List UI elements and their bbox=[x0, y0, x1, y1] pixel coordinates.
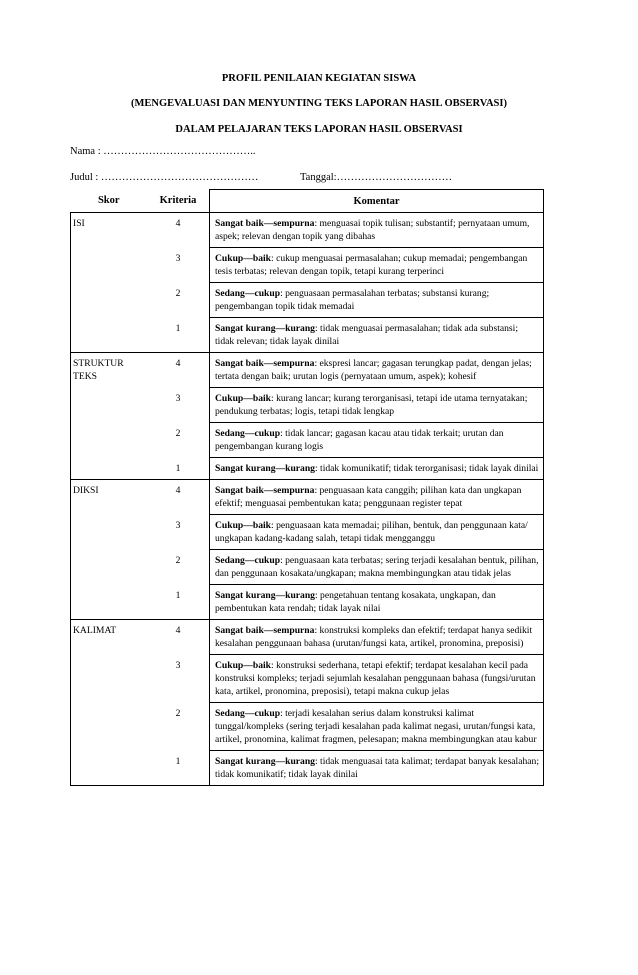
level-label: Sedang—cukup bbox=[215, 555, 281, 566]
table-row bbox=[71, 751, 544, 786]
skor-cell bbox=[71, 515, 148, 550]
skor-cell: KALIMAT bbox=[71, 620, 148, 655]
document-title: PROFIL PENILAIAN KEGIATAN SISWA bbox=[221, 73, 417, 84]
skor-cell bbox=[71, 550, 148, 585]
skor-cell: DIKSI bbox=[71, 480, 148, 515]
table-row bbox=[71, 655, 544, 703]
table-row bbox=[71, 585, 544, 620]
skor-cell bbox=[71, 655, 148, 703]
skor-cell bbox=[71, 751, 148, 786]
kriteria-cell: 1 bbox=[175, 322, 181, 334]
assessment-table bbox=[70, 189, 544, 786]
komentar-text: : ekspresi lancar; gagasan terungkap padat, dengan jelas; tertata dengan baik; urutan logis (pernyataan umum, aspek); kohesif bbox=[215, 358, 532, 382]
document-subtitle-2: DALAM PELAJARAN TEKS LAPORAN HASIL OBSERVASI bbox=[175, 124, 463, 135]
tanggal-field: Tanggal:…………………………… bbox=[300, 172, 453, 183]
table-row bbox=[71, 458, 544, 480]
table-body bbox=[71, 213, 544, 786]
header-komentar: Komentar bbox=[210, 190, 544, 213]
table-row bbox=[71, 480, 544, 515]
komentar-cell bbox=[210, 585, 544, 620]
table-row bbox=[71, 388, 544, 423]
kriteria-cell: 3 bbox=[175, 659, 181, 671]
level-label: Sedang—cukup bbox=[215, 288, 281, 299]
komentar-text: : kurang lancar; kurang terorganisasi, tetapi ide utama ternyatakan; pendukung terbatas; logis, tetapi tidak lengkap bbox=[215, 393, 528, 417]
level-label: Cukup—baik bbox=[215, 253, 271, 264]
skor-cell bbox=[71, 423, 148, 458]
level-label: Sangat baik—sempurna bbox=[215, 485, 315, 496]
komentar-cell bbox=[210, 620, 544, 655]
komentar-text: : penguasaan kata terbatas; sering terjadi kesalahan bentuk, pilihan, dan penggunaan kosakata/ungkapan; makna membingungkan atau tidak jelas bbox=[215, 555, 539, 579]
skor-cell: ISI bbox=[71, 213, 148, 248]
komentar-text: : konstruksi sederhana, tetapi efektif; terdapat kesalahan kecil pada konstruksi kompleks; terjadi sejumlah kesalahan penggunaan bahasa (fungsi/urutan kata, artikel, pronomina, preposisi), tetapi makna cukup jelas bbox=[215, 660, 536, 697]
komentar-cell bbox=[210, 318, 544, 353]
kriteria-cell: 1 bbox=[175, 462, 181, 474]
komentar-cell bbox=[210, 550, 544, 585]
komentar-cell bbox=[210, 423, 544, 458]
komentar-cell bbox=[210, 388, 544, 423]
komentar-text: : tidak menguasai tata kalimat; terdapat banyak kesalahan; tidak komunikatif; tidak layak dinilai bbox=[215, 756, 540, 780]
skor-cell bbox=[71, 248, 148, 283]
skor-cell bbox=[71, 283, 148, 318]
table-row bbox=[71, 353, 544, 388]
kriteria-cell: 4 bbox=[147, 480, 210, 515]
komentar-text: : pengetahuan tentang kosakata, ungkapan, dan pembentukan kata rendah; tidak layak nilai bbox=[215, 590, 496, 614]
header-kriteria: Kriteria bbox=[147, 190, 210, 213]
komentar-text: : tidak komunikatif; tidak terorganisasi; tidak layak dinilai bbox=[314, 463, 539, 474]
table-row bbox=[71, 283, 544, 318]
skor-cell: STRUKTUR TEKS bbox=[71, 353, 148, 388]
nama-field: Nama : …………………………………….. bbox=[70, 146, 256, 157]
komentar-text: : tidak menguasai permasalahan; tidak ada substansi; tidak relevan; tidak layak dinilai bbox=[215, 323, 518, 347]
level-label: Sangat kurang—kurang bbox=[215, 756, 315, 767]
komentar-cell bbox=[210, 751, 544, 786]
komentar-cell bbox=[210, 248, 544, 283]
table-row bbox=[71, 213, 544, 248]
level-label: Sangat baik—sempurna bbox=[215, 625, 315, 636]
table-row bbox=[71, 550, 544, 585]
judul-field: Judul : ……………………………………… bbox=[70, 172, 259, 183]
komentar-cell bbox=[210, 353, 544, 388]
komentar-cell bbox=[210, 458, 544, 480]
komentar-text: : penguasaan kata canggih; pilihan kata dan ungkapan efektif; menguasai pembentukan kata; penggunaan register tepat bbox=[215, 485, 522, 509]
kriteria-cell: 3 bbox=[175, 392, 181, 404]
komentar-text: : terjadi kesalahan serius dalam konstruksi kalimat tunggal/kompleks (sering terjadi kesalahan pada kalimat negasi, urutan/fungsi kata, artikel, pronomina, kalimat fragmen, pelesapan; makna membingungkan atau kabur bbox=[215, 708, 537, 745]
skor-cell bbox=[71, 388, 148, 423]
komentar-text: : penguasaan kata memadai; pilihan, bentuk, dan penggunaan kata/ ungkapan kadang-kadang salah, tetapi tidak mengganggu bbox=[215, 520, 528, 544]
header-skor: Skor bbox=[71, 190, 148, 213]
skor-cell bbox=[71, 318, 148, 353]
table-header-row bbox=[71, 190, 544, 213]
komentar-text: : cukup menguasai permasalahan; cukup memadai; pengembangan tesis terbatas; relevan dengan topik, tetapi kurang terperinci bbox=[215, 253, 528, 277]
level-label: Sedang—cukup bbox=[215, 428, 281, 439]
komentar-cell bbox=[210, 703, 544, 751]
table-row bbox=[71, 318, 544, 353]
kriteria-cell: 2 bbox=[175, 707, 181, 719]
komentar-cell bbox=[210, 480, 544, 515]
kriteria-cell: 3 bbox=[175, 252, 181, 264]
kriteria-cell: 1 bbox=[147, 751, 210, 786]
level-label: Sangat baik—sempurna bbox=[215, 358, 315, 369]
level-label: Sangat kurang—kurang bbox=[215, 323, 315, 334]
level-label: Sedang—cukup bbox=[215, 708, 281, 719]
table-row bbox=[71, 248, 544, 283]
table-row bbox=[71, 703, 544, 751]
skor-cell bbox=[71, 585, 148, 620]
kriteria-cell: 4 bbox=[147, 620, 210, 655]
komentar-cell bbox=[210, 213, 544, 248]
kriteria-cell: 1 bbox=[175, 589, 181, 601]
level-label: Sangat baik—sempurna bbox=[215, 218, 315, 229]
komentar-text: : menguasai topik tulisan; substantif; pernyataan umum, aspek; relevan dengan topik yang dibahas bbox=[215, 218, 530, 242]
kriteria-cell: 3 bbox=[175, 519, 181, 531]
document-subtitle: (MENGEVALUASI DAN MENYUNTING TEKS LAPORAN HASIL OBSERVASI) bbox=[131, 98, 507, 109]
skor-cell bbox=[71, 703, 148, 751]
level-label: Sangat kurang—kurang bbox=[215, 590, 315, 601]
level-label: Cukup—baik bbox=[215, 393, 271, 404]
komentar-text: : penguasaan permasalahan terbatas; substansi kurang; pengembangan topik tidak memadai bbox=[215, 288, 490, 312]
level-label: Sangat kurang—kurang bbox=[215, 463, 315, 474]
komentar-text: : tidak lancar; gagasan kacau atau tidak terkait; urutan dan pengembangan kurang logis bbox=[215, 428, 504, 452]
table-row bbox=[71, 515, 544, 550]
komentar-cell bbox=[210, 283, 544, 318]
table-row bbox=[71, 423, 544, 458]
komentar-cell bbox=[210, 515, 544, 550]
table-row bbox=[71, 620, 544, 655]
skor-cell bbox=[71, 458, 148, 480]
kriteria-cell: 2 bbox=[175, 554, 181, 566]
level-label: Cukup—baik bbox=[215, 520, 271, 531]
kriteria-cell: 4 bbox=[147, 353, 210, 388]
kriteria-cell: 4 bbox=[147, 213, 210, 248]
kriteria-cell: 2 bbox=[175, 287, 181, 299]
komentar-cell bbox=[210, 655, 544, 703]
level-label: Cukup—baik bbox=[215, 660, 271, 671]
kriteria-cell: 2 bbox=[175, 427, 181, 439]
komentar-text: : konstruksi kompleks dan efektif; terdapat hanya sedikit kesalahan penggunaan bahasa (urutan/fungsi kata, artikel, pronomina, preposisi) bbox=[215, 625, 533, 649]
